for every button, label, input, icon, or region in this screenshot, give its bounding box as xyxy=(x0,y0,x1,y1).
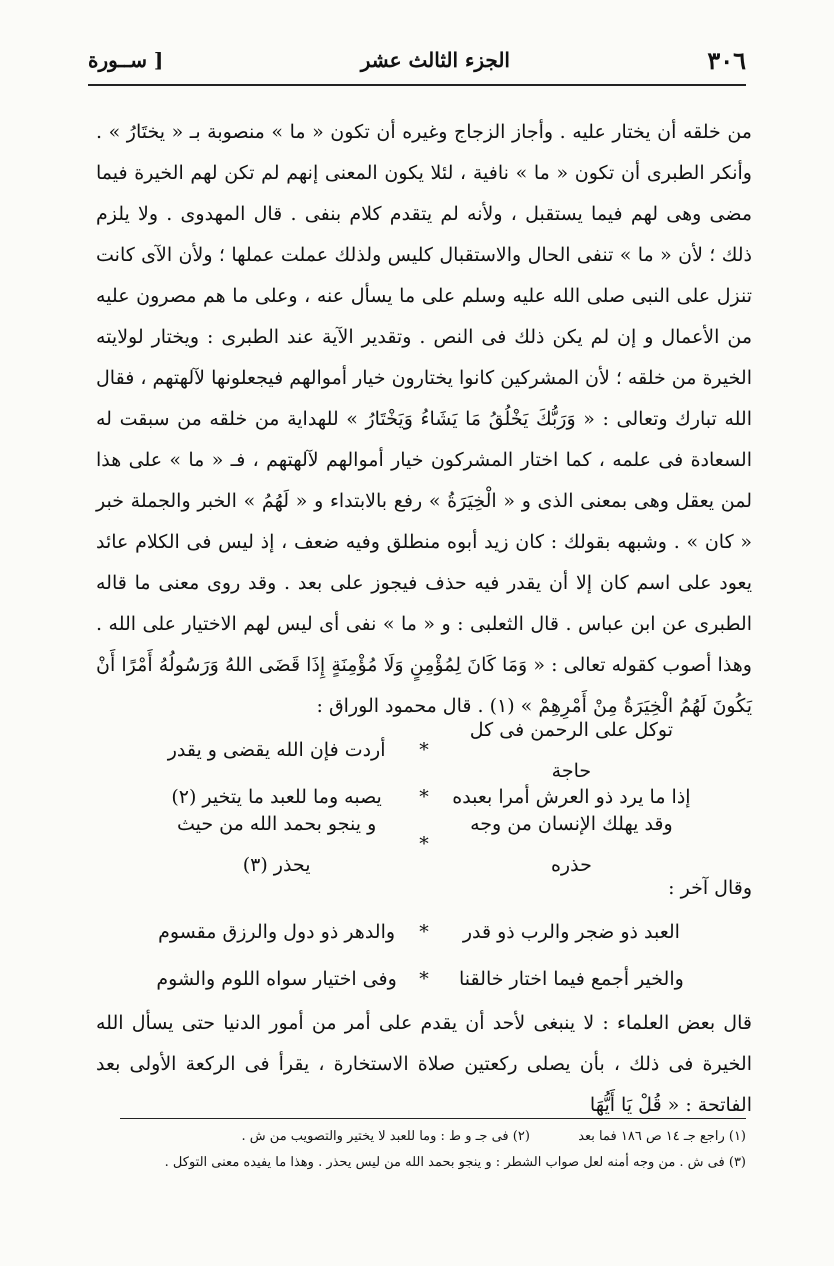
verse-separator: * xyxy=(419,921,429,943)
verse-hemistich-right: والخير أجمع فيما اختار خالقنا xyxy=(459,968,684,990)
footnote-line xyxy=(88,1150,746,1176)
footnote-3: (٣) فى ش . من وجه أمنه لعل صواب الشطر : و ينجو بحمد الله من ليس يحذر . وهذا ما يفيده معنى التوكل . xyxy=(164,1155,746,1170)
footnote-1: (١) راجع جـ ١٤ ص ١٨٦ فما بعد xyxy=(578,1129,746,1144)
poem-1 xyxy=(96,718,752,876)
verse-separator: * xyxy=(419,833,429,855)
page-body xyxy=(96,112,752,1126)
footnote-rule xyxy=(120,1118,746,1119)
page-number: ٣٠٦ xyxy=(707,45,746,75)
verse-separator: * xyxy=(419,786,429,808)
verse-hemistich-left: والدهر ذو دول والرزق مقسوم xyxy=(158,921,396,943)
footnotes xyxy=(88,1124,746,1176)
verse-hemistich-left: يصبه وما للعبد ما يتخير (٢) xyxy=(171,786,382,808)
poem-2-intro: وقال آخر : xyxy=(668,877,752,899)
running-title: الجزء الثالث عشر xyxy=(360,48,510,72)
verse-line xyxy=(156,956,692,1003)
paragraph-1: من خلقه أن يختار عليه . وأجاز الزجاج وغيره أن تكون « ما » منصوبة بـ « يختَارُ » . وأنكر الطبرى أن تكون « ما » نافية ، لئلا يكون المعنى إنهم لم تكن لهم الخيرة فيما مضى وهى لهم فيما يستقبل ، ولأنه لم يتقدم كلام بنفى . قال المهدوى . ولا يلزم ذلك ؛ لأن « ما » تنفى الحال والاستقبال كليس ولذلك عملت عملها ؛ ولأن الآى كانت تنزل على النبى صلى الله عليه وسلم على ما يسأل عنه ، وعلى ما هم مصرون عليه من الأعمال و إن لم يكن ذلك فى النص . وتقدير الآية عند الطبرى : ويختار لولايته الخيرة من خلقه ؛ لأن المشركين كانوا يختارون خيار أموالهم فيجعلونها لآلهتهم ، فقال الله تبارك وتعالى : « وَرَبُّكَ يَخْلُقُ مَا يَشَاءُ وَيَخْتَارُ » للهداية من خلقه من سبقت له السعادة فى علمه ، كما اختار المشركون خيار أموالهم لآلهتهم ، فـ « ما » على هذا لمن يعقل وهى بمعنى الذى و « الْخِيَرَةُ » رفع بالابتداء و « لَهُمُ » الخبر والجملة خبر « كان » . وشبهه بقولك : كان زيد أبوه منطلق وفيه ضعف ، إذ ليس فى الكلام عائد يعود على اسم كان إلا أن يقدر فيه حذف فيجوز على بعد . وقد روى معنى ما قاله الطبرى عن ابن عباس . قال الثعلبى : و « ما » نفى أى ليس لهم الاختيار على الله . وهذا أصوب كقوله تعالى : « وَمَا كَانَ لِمُؤْمِنٍ وَلَا مُؤْمِنَةٍ إِذَا قَضَى اللهُ وَرَسُولُهُ أَمْرًا أَنْ يَكُونَ لَهُمُ الْخِيَرَةُ مِنْ أَمْرِهِمْ » (١) . قال محمود الوراق : xyxy=(96,121,752,717)
header-rule xyxy=(88,84,746,86)
footnote-line xyxy=(88,1124,746,1150)
verse-separator: * xyxy=(419,739,429,761)
verse-line xyxy=(156,909,692,956)
verse-hemistich-left: أردت فإن الله يقضى و يقدر xyxy=(167,739,386,761)
verse-hemistich-right: توكل على الرحمن فى كل حاجة xyxy=(469,718,674,782)
surah-label: [ ســورة xyxy=(88,48,164,72)
verse-line xyxy=(156,812,692,876)
verse-hemistich-left: وفى اختيار سواه اللوم والشوم xyxy=(156,968,397,990)
verse-hemistich-right: إذا ما يرد ذو العرش أمرا بعبده xyxy=(452,786,691,808)
verse-separator: * xyxy=(419,968,429,990)
page-header xyxy=(88,40,746,80)
poem-2 xyxy=(96,909,752,1003)
verse-hemistich-right: وقد يهلك الإنسان من وجه حذره xyxy=(470,812,673,876)
paragraph-2: قال بعض العلماء : لا ينبغى لأحد أن يقدم على أمر من أمور الدنيا حتى يسأل الله الخيرة فى ذلك ، بأن يصلى ركعتين صلاة الاستخارة ، يقرأ فى الركعة الأولى بعد الفاتحة : « قُلْ يَا أَيُّهَا xyxy=(96,1012,752,1116)
verse-hemistich-right: العبد ذو ضجر والرب ذو قدر xyxy=(462,921,680,943)
footnote-2: (٢) فى جـ و ط : وما للعبد لا يختير والتصويب من ش . xyxy=(241,1129,530,1144)
verse-hemistich-left: و ينجو بحمد الله من حيث يحذر (٣) xyxy=(176,812,377,876)
verse-line xyxy=(156,718,692,782)
